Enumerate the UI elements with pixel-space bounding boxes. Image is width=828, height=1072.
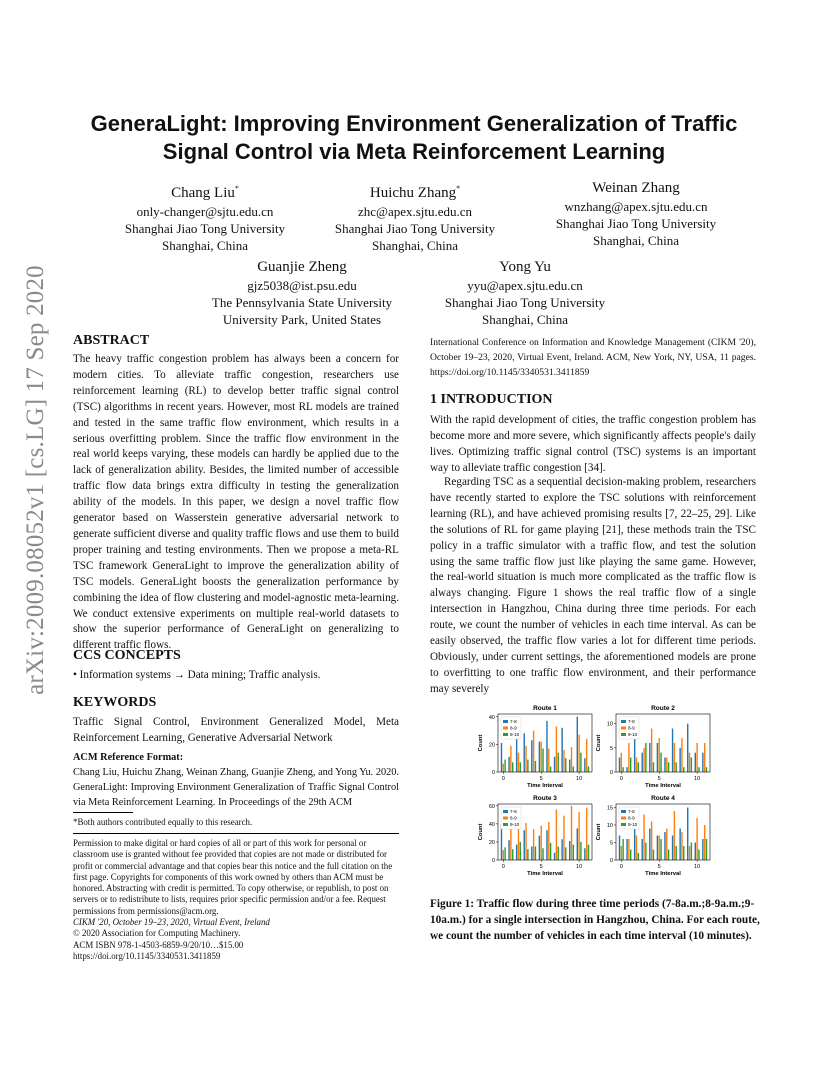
x-tick-label: 0 bbox=[501, 776, 505, 782]
y-tick-label: 5 bbox=[609, 745, 613, 752]
bar-9-10 bbox=[675, 846, 676, 860]
bar-7-8 bbox=[539, 742, 540, 772]
bar-8-9 bbox=[586, 808, 587, 860]
bar-7-8 bbox=[539, 836, 540, 860]
conference-reference bbox=[430, 335, 756, 380]
author-block-2 bbox=[290, 179, 540, 254]
bar-7-8 bbox=[516, 735, 517, 772]
permission-isbn: ACM ISBN 978-1-4503-6859-9/20/10…$15.00 bbox=[73, 939, 244, 950]
bar-7-8 bbox=[546, 721, 547, 772]
bar-8-9 bbox=[704, 743, 705, 772]
bar-8-9 bbox=[563, 816, 564, 860]
bar-9-10 bbox=[660, 839, 661, 860]
y-tick-label: 0 bbox=[491, 858, 495, 864]
y-tick-label: 60 bbox=[488, 803, 495, 810]
author-block-3 bbox=[511, 179, 761, 249]
bar-8-9 bbox=[628, 743, 629, 772]
bar-8-9 bbox=[651, 729, 652, 773]
bar-9-10 bbox=[683, 846, 684, 860]
legend-label: 9-10 bbox=[510, 732, 520, 737]
bar-8-9 bbox=[696, 818, 697, 860]
arxiv-stamp: arXiv:2009.08052v1 [cs.LG] 17 Sep 2020 bbox=[22, 265, 49, 695]
y-tick-label: 40 bbox=[488, 714, 495, 721]
bar-7-8 bbox=[619, 836, 620, 861]
bar-9-10 bbox=[630, 850, 631, 861]
intro-heading: 1 INTRODUCTION bbox=[430, 392, 553, 407]
x-axis-label: Time Interval bbox=[645, 783, 681, 789]
author-location: Shanghai, China bbox=[593, 233, 679, 248]
permission-rule bbox=[73, 833, 399, 834]
intro-paragraph-1: With the rapid development of cities, the traffic congestion problem has become more and more severe, which significantly affects people's daily lives. Optimizing traffic signal control (TSC) systems is an important way to alleviate traffic congestion [34]. bbox=[430, 414, 756, 474]
bar-8-9 bbox=[503, 764, 504, 772]
author-block-4 bbox=[177, 258, 427, 328]
bar-9-10 bbox=[550, 843, 551, 860]
y-tick-label: 0 bbox=[609, 858, 613, 864]
author-name: Yong Yu bbox=[499, 259, 551, 275]
route-1-chart bbox=[478, 705, 592, 789]
abstract-text: The heavy traffic congestion problem has always been a concern for modern cities. To alleviate traffic congestion, researchers use reinforcement learning (RL) to develop better traffic signal control (TSC) algorithms in recent years. However, most RL models are trained and tested in the same traffic flow environment, which results in a serious overfitting problem. Since the traffic flow environment in the real world keeps varying, these models can hardly be applied due to the lack of generalization ability. Besides, the limited number of accessible traffic flow data brings extra difficulty in testing the generalization ability of the models. In this paper, we design a novel traffic flow generator based on Wasserstein generative adversarial network to generate sufficient diverse and quality traffic flows and use them to build proper training and testing environments. Then we propose a meta-RL TSC framework GeneraLight to improve the generalization ability of TSC models. GeneraLight boosts the generalization performance by combining the idea of flow clustering and model-agnostic meta-learning. We conduct extensive experiments on multiple real-world datasets to show the superior performance of GeneraLight on generalizing to different traffic flows. bbox=[73, 353, 399, 652]
x-tick-label: 5 bbox=[539, 776, 543, 782]
bar-7-8 bbox=[642, 753, 643, 772]
x-tick-label: 5 bbox=[657, 864, 661, 870]
bar-7-8 bbox=[619, 758, 620, 773]
x-tick-label: 0 bbox=[619, 776, 623, 782]
author-affiliation: The Pennsylvania State University bbox=[211, 295, 393, 310]
title-line-2: Signal Control via Meta Reinforcement Learning bbox=[162, 139, 666, 164]
bar-9-10 bbox=[691, 758, 692, 773]
permission-copyright: © 2020 Association for Computing Machinery. bbox=[73, 928, 241, 939]
author-block-5 bbox=[400, 258, 650, 328]
x-tick-label: 0 bbox=[501, 864, 505, 870]
bar-8-9 bbox=[666, 829, 667, 861]
conference-text: International Conference on Information and Knowledge Management (CIKM '20), October 19–23, 2020, Virtual Event, Ireland. ACM, New York, NY, USA, 11 pages. https://doi.org/10.1145/3340531.3411859 bbox=[430, 337, 756, 378]
bar-7-8 bbox=[664, 832, 665, 860]
bar-9-10 bbox=[573, 766, 574, 772]
bar-9-10 bbox=[580, 753, 581, 772]
bar-7-8 bbox=[501, 743, 502, 772]
bar-9-10 bbox=[638, 762, 639, 772]
footnote: *Both authors contributed equally to this research. bbox=[73, 817, 253, 827]
x-tick-label: 10 bbox=[694, 864, 701, 870]
abstract-heading: ABSTRACT bbox=[73, 333, 150, 348]
author-email: gjz5038@ist.psu.edu bbox=[247, 278, 357, 293]
bar-8-9 bbox=[681, 832, 682, 860]
figure-caption: Figure 1: Traffic flow during three time periods (7-8a.m.;8-9a.m.;9-10a.m.) for a single intersection in Hangzhou, China. For each route, we count the number of vehicles in each time interval (10 minutes). bbox=[430, 898, 760, 942]
bar-7-8 bbox=[508, 840, 509, 860]
bar-7-8 bbox=[702, 753, 703, 772]
bar-7-8 bbox=[531, 846, 532, 860]
legend-swatch bbox=[503, 733, 508, 736]
intro-paragraph-2: Regarding TSC as a sequential decision-making problem, researchers have recently started to explore the TSC solutions with reinforcement learning (RL), and have achieved promising results [7, 22–25, 29]. Like the solutions of RL for game playing [21], these methods train the TSC policy in a traffic simulator with a traffic flow, and test the solution using the same traffic flow just like playing the same game. However, the real-world situation is much more complicated as the traffic flow is always changing. Figure 1 shows the real traffic flow of a single intersection in Hangzhou, China during three time periods. For each route, we count the number of vehicles in each time interval. As can be easily observed, the traffic flow varies a lot for different time periods. Obviously, under current settings, the aforementioned models are prone to overfitting to one traffic flow environment, and their performance may severely bbox=[430, 476, 756, 695]
legend-label: 7-8 bbox=[510, 719, 517, 724]
bar-9-10 bbox=[668, 850, 669, 861]
bar-9-10 bbox=[660, 753, 661, 772]
y-axis-label: Count bbox=[596, 823, 602, 841]
x-tick-label: 10 bbox=[576, 864, 583, 870]
y-axis-label: Count bbox=[478, 734, 484, 752]
bar-9-10 bbox=[638, 853, 639, 860]
author-name: Weinan Zhang bbox=[592, 180, 680, 196]
bar-7-8 bbox=[687, 808, 688, 861]
ccs-heading: CCS CONCEPTS bbox=[73, 648, 181, 663]
bar-8-9 bbox=[548, 749, 549, 772]
permission-text: Permission to make digital or hard copies of all or part of this work for personal or classroom use is granted without fee provided that copies are not made or distributed for profit or commercial advantage and that copies bear this notice and the full citation on the first page. Copyrights for components of this work owned by others than ACM must be honored. Abstracting with credit is permitted. To copy otherwise, or republish, to post on servers or to redistribute to lists, requires prior specific permission and/or a fee. Request permissions from permissions@acm.org. bbox=[73, 838, 393, 916]
bar-8-9 bbox=[533, 829, 534, 860]
bar-8-9 bbox=[643, 815, 644, 861]
author-mark: * bbox=[456, 184, 461, 193]
legend-swatch bbox=[621, 727, 626, 730]
bar-8-9 bbox=[681, 738, 682, 772]
author-mark: * bbox=[234, 184, 239, 193]
x-axis-label: Time Interval bbox=[645, 871, 681, 877]
x-tick-label: 0 bbox=[619, 864, 623, 870]
y-axis-label: Count bbox=[596, 734, 602, 752]
keywords-text: Traffic Signal Control, Environment Generalized Model, Meta Reinforcement Learning, Generative Adversarial Network bbox=[73, 716, 399, 744]
bar-9-10 bbox=[698, 767, 699, 772]
route-4-chart bbox=[596, 795, 710, 877]
legend-swatch bbox=[503, 823, 508, 826]
y-tick-label: 15 bbox=[606, 805, 613, 812]
bar-7-8 bbox=[657, 743, 658, 772]
chart-title: Route 2 bbox=[651, 705, 675, 712]
bar-7-8 bbox=[642, 839, 643, 860]
legend-swatch bbox=[621, 823, 626, 826]
bar-9-10 bbox=[520, 762, 521, 772]
x-axis-label: Time Interval bbox=[527, 783, 563, 789]
legend-label: 9-10 bbox=[628, 732, 638, 737]
bar-8-9 bbox=[636, 758, 637, 773]
bar-8-9 bbox=[556, 809, 557, 860]
bar-8-9 bbox=[643, 748, 644, 772]
bar-9-10 bbox=[653, 850, 654, 861]
legend-swatch bbox=[621, 733, 626, 736]
bar-7-8 bbox=[524, 830, 525, 860]
bar-8-9 bbox=[628, 839, 629, 860]
author-affiliation: Shanghai Jiao Tong University bbox=[444, 295, 606, 310]
bar-7-8 bbox=[687, 724, 688, 772]
y-tick-label: 5 bbox=[609, 840, 613, 847]
bar-8-9 bbox=[510, 827, 511, 860]
bar-7-8 bbox=[695, 753, 696, 772]
bar-9-10 bbox=[588, 845, 589, 860]
bar-8-9 bbox=[571, 806, 572, 860]
traffic-flow-figure bbox=[476, 700, 756, 882]
bar-8-9 bbox=[674, 743, 675, 772]
bar-9-10 bbox=[520, 842, 521, 860]
bar-9-10 bbox=[580, 842, 581, 860]
bar-9-10 bbox=[557, 846, 558, 860]
author-name: Chang Liu bbox=[171, 185, 235, 201]
bar-8-9 bbox=[586, 739, 587, 772]
bar-8-9 bbox=[689, 753, 690, 772]
bar-9-10 bbox=[698, 850, 699, 861]
x-tick-label: 10 bbox=[576, 776, 583, 782]
bar-9-10 bbox=[622, 767, 623, 772]
author-location: University Park, United States bbox=[222, 312, 382, 327]
legend-swatch bbox=[503, 810, 508, 813]
bar-9-10 bbox=[504, 847, 505, 860]
bar-7-8 bbox=[672, 729, 673, 773]
chart-title: Route 1 bbox=[533, 705, 557, 712]
keywords-heading: KEYWORDS bbox=[73, 695, 157, 710]
bar-8-9 bbox=[518, 753, 519, 772]
author-email: yyu@apex.sjtu.edu.cn bbox=[467, 278, 583, 293]
bar-9-10 bbox=[706, 839, 707, 860]
bar-8-9 bbox=[548, 822, 549, 860]
bar-7-8 bbox=[501, 824, 502, 860]
bar-8-9 bbox=[659, 836, 660, 861]
bar-8-9 bbox=[541, 826, 542, 860]
legend-swatch bbox=[503, 727, 508, 730]
bar-9-10 bbox=[630, 758, 631, 773]
y-tick-label: 10 bbox=[606, 721, 613, 728]
author-location: Shanghai, China bbox=[482, 312, 568, 327]
bar-7-8 bbox=[531, 740, 532, 772]
bar-9-10 bbox=[527, 849, 528, 860]
bar-7-8 bbox=[577, 828, 578, 860]
acm-ref-heading: ACM Reference Format: bbox=[73, 752, 184, 763]
bar-7-8 bbox=[561, 728, 562, 772]
bar-7-8 bbox=[569, 760, 570, 772]
author-email: wnzhang@apex.sjtu.edu.cn bbox=[564, 199, 708, 214]
bar-9-10 bbox=[557, 753, 558, 772]
bar-8-9 bbox=[659, 738, 660, 772]
bar-9-10 bbox=[535, 846, 536, 860]
bar-8-9 bbox=[696, 743, 697, 772]
bar-7-8 bbox=[657, 836, 658, 861]
bar-8-9 bbox=[621, 846, 622, 860]
bar-7-8 bbox=[626, 839, 627, 860]
legend-label: 7-8 bbox=[628, 719, 635, 724]
bar-8-9 bbox=[571, 747, 572, 772]
route-2-chart bbox=[596, 705, 710, 789]
bar-9-10 bbox=[573, 845, 574, 860]
route-3-chart bbox=[478, 795, 592, 877]
bar-7-8 bbox=[649, 829, 650, 861]
bar-8-9 bbox=[510, 746, 511, 772]
bar-8-9 bbox=[525, 746, 526, 772]
x-tick-label: 5 bbox=[539, 864, 543, 870]
bar-7-8 bbox=[649, 743, 650, 772]
bar-8-9 bbox=[578, 735, 579, 772]
bar-8-9 bbox=[533, 731, 534, 772]
y-tick-label: 0 bbox=[491, 770, 495, 776]
bar-9-10 bbox=[512, 849, 513, 860]
bar-9-10 bbox=[653, 762, 654, 772]
legend-label: 8-9 bbox=[510, 725, 517, 731]
bar-7-8 bbox=[584, 848, 585, 860]
bar-7-8 bbox=[634, 825, 635, 860]
bar-8-9 bbox=[525, 823, 526, 860]
legend-label: 7-8 bbox=[510, 809, 517, 814]
bar-7-8 bbox=[554, 757, 555, 772]
chart-title: Route 4 bbox=[651, 795, 675, 802]
bar-9-10 bbox=[645, 843, 646, 861]
y-tick-label: 10 bbox=[606, 823, 613, 829]
bar-8-9 bbox=[578, 812, 579, 860]
x-tick-label: 5 bbox=[657, 776, 661, 782]
author-name: Huichu Zhang bbox=[369, 185, 457, 201]
bar-9-10 bbox=[645, 743, 646, 772]
bar-7-8 bbox=[516, 845, 517, 860]
author-location: Shanghai, China bbox=[162, 238, 248, 253]
bar-8-9 bbox=[651, 822, 652, 861]
title-line-1: GeneraLight: Improving Environment Generalization of Traffic bbox=[90, 111, 738, 136]
acm-ref-text: Chang Liu, Huichu Zhang, Weinan Zhang, Guanjie Zheng, and Yong Yu. 2020. GeneraLight: Improving Environment Generalization of Traffic Signal Control via Meta Reinforcement Learning. In Proceedings of the 29th ACM bbox=[73, 767, 399, 808]
permission-block bbox=[73, 838, 399, 962]
bar-7-8 bbox=[679, 748, 680, 772]
bar-8-9 bbox=[704, 825, 705, 860]
bar-9-10 bbox=[622, 839, 623, 860]
bar-7-8 bbox=[508, 757, 509, 772]
bar-7-8 bbox=[569, 841, 570, 860]
bar-9-10 bbox=[565, 758, 566, 772]
legend-label: 9-10 bbox=[628, 822, 638, 827]
legend-swatch bbox=[621, 817, 626, 820]
author-affiliation: Shanghai Jiao Tong University bbox=[555, 216, 717, 231]
bar-9-10 bbox=[675, 762, 676, 772]
legend-swatch bbox=[621, 720, 626, 723]
legend-label: 9-10 bbox=[510, 822, 520, 827]
bar-8-9 bbox=[563, 750, 564, 772]
legend-swatch bbox=[503, 720, 508, 723]
bar-8-9 bbox=[541, 742, 542, 772]
bar-9-10 bbox=[683, 767, 684, 772]
author-affiliation: Shanghai Jiao Tong University bbox=[334, 221, 496, 236]
legend-label: 8-9 bbox=[628, 725, 635, 731]
y-tick-label: 20 bbox=[488, 742, 495, 749]
legend-label: 7-8 bbox=[628, 809, 635, 814]
bar-9-10 bbox=[691, 843, 692, 861]
bar-9-10 bbox=[588, 766, 589, 772]
bar-7-8 bbox=[672, 836, 673, 861]
bar-7-8 bbox=[546, 830, 547, 860]
y-tick-label: 20 bbox=[488, 839, 495, 846]
x-tick-label: 10 bbox=[694, 776, 701, 782]
bar-8-9 bbox=[666, 758, 667, 773]
footnote-rule bbox=[73, 812, 133, 813]
bar-9-10 bbox=[542, 848, 543, 860]
permission-doi: https://doi.org/10.1145/3340531.3411859 bbox=[73, 950, 221, 961]
bar-8-9 bbox=[503, 850, 504, 860]
bar-7-8 bbox=[554, 853, 555, 860]
bar-9-10 bbox=[706, 767, 707, 772]
ccs-bullet: • Information systems → Data mining; Traffic analysis. bbox=[73, 669, 321, 681]
author-name: Guanjie Zheng bbox=[257, 259, 347, 275]
bar-8-9 bbox=[689, 846, 690, 860]
bar-8-9 bbox=[674, 811, 675, 860]
bar-7-8 bbox=[664, 758, 665, 773]
bar-8-9 bbox=[621, 753, 622, 772]
bar-8-9 bbox=[518, 825, 519, 860]
ccs-text bbox=[73, 668, 399, 684]
bar-9-10 bbox=[550, 766, 551, 772]
bar-7-8 bbox=[695, 843, 696, 861]
bar-7-8 bbox=[577, 717, 578, 772]
chart-title: Route 3 bbox=[533, 795, 557, 802]
bar-7-8 bbox=[584, 758, 585, 772]
bar-7-8 bbox=[679, 829, 680, 861]
legend-label: 8-9 bbox=[510, 815, 517, 821]
paper-title bbox=[60, 110, 768, 166]
bar-9-10 bbox=[535, 761, 536, 772]
author-email: only-changer@sjtu.edu.cn bbox=[136, 204, 274, 219]
legend-swatch bbox=[503, 817, 508, 820]
author-email: zhc@apex.sjtu.edu.cn bbox=[357, 204, 473, 219]
bar-8-9 bbox=[636, 836, 637, 861]
author-affiliation: Shanghai Jiao Tong University bbox=[124, 221, 286, 236]
bar-7-8 bbox=[524, 733, 525, 772]
x-axis-label: Time Interval bbox=[527, 871, 563, 877]
legend-label: 8-9 bbox=[628, 815, 635, 821]
bar-9-10 bbox=[542, 749, 543, 772]
y-tick-label: 40 bbox=[488, 821, 495, 828]
bar-7-8 bbox=[702, 839, 703, 860]
bar-9-10 bbox=[504, 760, 505, 772]
author-location: Shanghai, China bbox=[372, 238, 458, 253]
bar-9-10 bbox=[512, 762, 513, 772]
legend-swatch bbox=[621, 810, 626, 813]
bar-7-8 bbox=[626, 767, 627, 772]
bar-9-10 bbox=[527, 760, 528, 772]
y-axis-label: Count bbox=[478, 823, 484, 841]
bar-7-8 bbox=[561, 839, 562, 860]
bar-8-9 bbox=[556, 726, 557, 772]
bar-9-10 bbox=[565, 847, 566, 860]
permission-conference: CIKM '20, October 19–23, 2020, Virtual Event, Ireland bbox=[73, 917, 270, 928]
y-tick-label: 0 bbox=[609, 770, 613, 776]
bar-9-10 bbox=[668, 762, 669, 772]
